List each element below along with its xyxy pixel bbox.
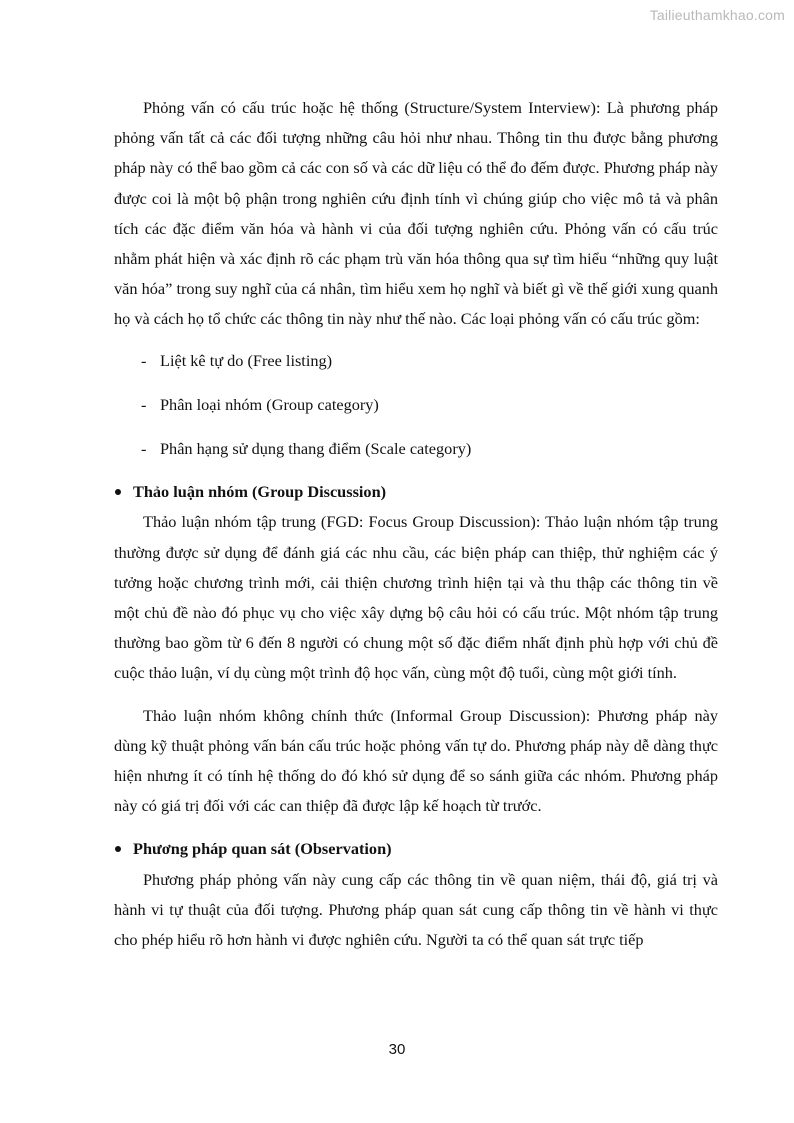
list-item xyxy=(114,346,718,376)
dash-marker: - xyxy=(141,439,147,459)
page-content xyxy=(114,93,718,955)
list-item xyxy=(114,390,718,420)
paragraph-fgd: Thảo luận nhóm tập trung (FGD: Focus Group Discussion): Thảo luận nhóm tập trung thường được sử dụng để đánh giá các nhu cầu, các biện pháp can thiệp, thử nghiệm các ý tưởng hoặc chương trình mới, cải thiện chương trình hiện tại và thu thập các thông tin về một chủ đề nào đó phục vụ cho việc xây dựng bộ câu hỏi có cấu trúc. Một nhóm tập trung thường bao gồm từ 6 đến 8 người có chung một số đặc điểm nhất định phù hợp với chủ đề cuộc thảo luận, ví dụ cùng một trình độ học vấn, cùng một độ tuổi, cùng một giới tính. xyxy=(114,512,718,683)
dash-marker: - xyxy=(141,394,147,414)
heading-text: Phương pháp quan sát (Observation) xyxy=(133,839,392,859)
heading-text: Thảo luận nhóm (Group Discussion) xyxy=(133,482,387,502)
paragraph-structured-interview: Phỏng vấn có cấu trúc hoặc hệ thống (Structure/System Interview): Là phương pháp phỏng vấn tất cả các đối tượng những câu hỏi như nhau. Thông tin thu được bằng phương pháp này có thể bao gồm cả các con số và các dữ liệu có thể đo đếm được. Phương pháp này được coi là một bộ phận trong nghiên cứu định tính vì chúng giúp cho việc mô tả và phân tích các đặc điểm văn hóa và hành vi của đối tượng nghiên cứu. Phỏng vấn có cấu trúc nhằm phát hiện và xác định rõ các phạm trù văn hóa thông qua sự tìm hiểu “những quy luật văn hóa” trong suy nghĩ của cá nhân, tìm hiểu xem họ nghĩ và biết gì về thế giới xung quanh họ và cách họ tổ chức các thông tin này như thế nào. Các loại phỏng vấn có cấu trúc gồm: xyxy=(114,98,718,329)
dash-marker: - xyxy=(141,350,147,370)
bullet-icon xyxy=(115,489,121,495)
page-number: 30 xyxy=(388,1041,406,1058)
interview-types-list xyxy=(114,346,718,465)
heading-group-discussion xyxy=(114,477,718,507)
watermark: Tailieuthamkhao.com xyxy=(649,7,785,23)
list-item xyxy=(114,434,718,464)
heading-observation xyxy=(114,834,718,864)
paragraph-informal-group: Thảo luận nhóm không chính thức (Informal Group Discussion): Phương pháp này dùng kỹ thuật phỏng vấn bán cấu trúc hoặc phỏng vấn tự do. Phương pháp này dễ dàng thực hiện nhưng ít có tính hệ thống do đó khó sử dụng để so sánh giữa các nhóm. Phương pháp này có giá trị đối với các can thiệp đã được lập kế hoạch từ trước. xyxy=(114,705,718,816)
paragraph-observation: Phương pháp phỏng vấn này cung cấp các thông tin về quan niệm, thái độ, giá trị và hành vi tự thuật của đối tượng. Phương pháp quan sát cung cấp thông tin về hành vi thực cho phép hiểu rõ hơn hành vi được nghiên cứu. Người ta có thể quan sát trực tiếp xyxy=(114,869,718,950)
list-item-text: Phân hạng sử dụng thang điểm (Scale category) xyxy=(160,439,472,459)
list-item-text: Liệt kê tự do (Free listing) xyxy=(160,350,333,370)
list-item-text: Phân loại nhóm (Group category) xyxy=(160,394,379,414)
bullet-icon xyxy=(115,846,121,852)
